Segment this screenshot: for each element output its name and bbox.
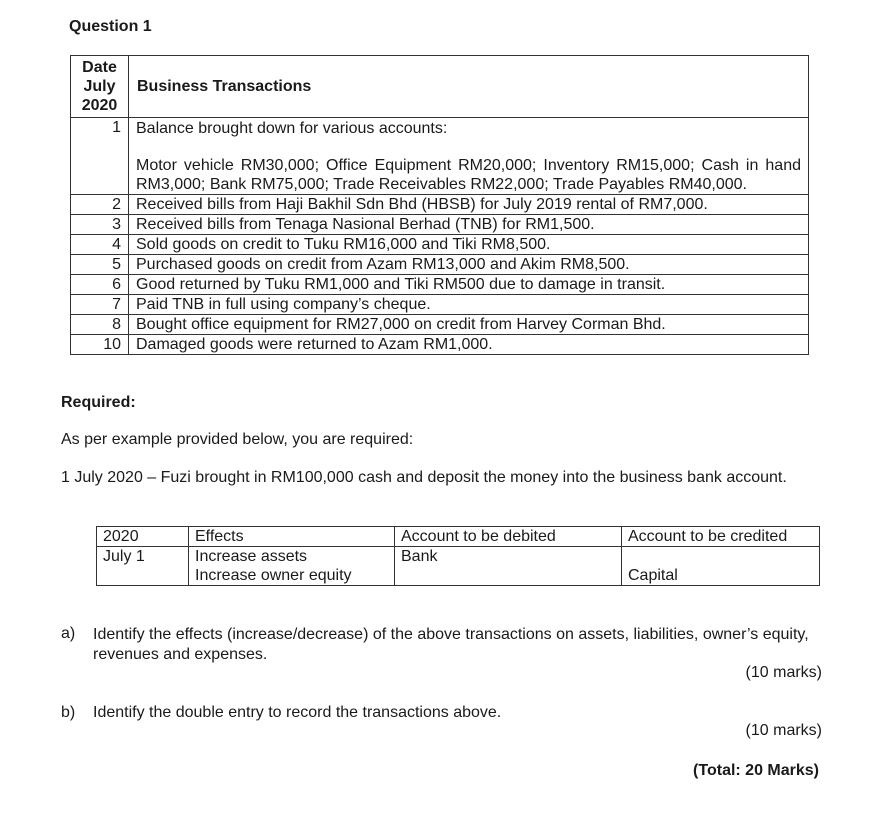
example-date: July 1 bbox=[97, 547, 189, 567]
example-debit-account: Bank bbox=[395, 547, 622, 567]
row-day: 5 bbox=[71, 255, 129, 275]
table-header-row bbox=[71, 56, 809, 118]
example-table bbox=[96, 526, 820, 586]
date-header bbox=[71, 56, 129, 118]
row-day: 7 bbox=[71, 295, 129, 315]
example-credit-header: Account to be credited bbox=[622, 527, 820, 547]
example-credit-empty bbox=[622, 547, 820, 567]
question-b-marks: (10 marks) bbox=[745, 722, 822, 739]
row-description: Damaged goods were returned to Azam RM1,000. bbox=[129, 335, 809, 355]
row-description: Paid TNB in full using company’s cheque. bbox=[129, 295, 809, 315]
row-description: Good returned by Tuku RM1,000 and Tiki RM500 due to damage in transit. bbox=[129, 275, 809, 295]
row-day: 8 bbox=[71, 315, 129, 335]
question-b-label: b) bbox=[61, 704, 76, 721]
row-day: 2 bbox=[71, 195, 129, 215]
table-row bbox=[71, 295, 809, 315]
example-row bbox=[97, 547, 820, 567]
table-row bbox=[71, 315, 809, 335]
question-a-label: a) bbox=[61, 625, 76, 642]
instruction-text: As per example provided below, you are required: bbox=[61, 431, 414, 448]
question-a-marks: (10 marks) bbox=[745, 664, 822, 681]
date-header-line: July bbox=[83, 78, 116, 95]
row-day: 6 bbox=[71, 275, 129, 295]
example-credit-account: Capital bbox=[622, 566, 820, 586]
example-date-empty bbox=[97, 566, 189, 586]
table-row bbox=[71, 335, 809, 355]
example-row bbox=[97, 566, 820, 586]
row-day: 4 bbox=[71, 235, 129, 255]
row-description: Sold goods on credit to Tuku RM16,000 and Tiki RM8,500. bbox=[129, 235, 809, 255]
table-row bbox=[71, 118, 809, 195]
transactions-table bbox=[70, 55, 809, 355]
example-header-row bbox=[97, 527, 820, 547]
question-title: Question 1 bbox=[69, 18, 152, 35]
date-header-line: 2020 bbox=[81, 97, 118, 114]
table-row bbox=[71, 275, 809, 295]
example-debit-empty bbox=[395, 566, 622, 586]
example-effects-header: Effects bbox=[189, 527, 395, 547]
table-row bbox=[71, 215, 809, 235]
question-b-text: Identify the double entry to record the transactions above. bbox=[93, 704, 502, 721]
row-description: Received bills from Tenaga Nasional Berhad (TNB) for RM1,500. bbox=[129, 215, 809, 235]
example-effect: Increase assets bbox=[189, 547, 395, 567]
example-effect: Increase owner equity bbox=[189, 566, 395, 586]
row-description: Bought office equipment for RM27,000 on credit from Harvey Corman Bhd. bbox=[129, 315, 809, 335]
table-row bbox=[71, 255, 809, 275]
balance-details: Motor vehicle RM30,000; Office Equipment RM20,000; Inventory RM15,000; Cash in hand RM3,000; Bank RM75,000; Trade Receivables RM22,000; Trade Payables RM40,000. bbox=[136, 157, 801, 193]
row-day: 3 bbox=[71, 215, 129, 235]
example-text: 1 July 2020 – Fuzi brought in RM100,000 cash and deposit the money into the business bank account. bbox=[61, 469, 787, 486]
question-a-text: Identify the effects (increase/decrease) of the above transactions on assets, liabilities, owner’s equity, revenues and expenses. bbox=[93, 626, 809, 663]
required-label: Required: bbox=[61, 394, 136, 411]
example-year-header: 2020 bbox=[97, 527, 189, 547]
row-day: 10 bbox=[71, 335, 129, 355]
row-day: 1 bbox=[71, 118, 129, 195]
table-row bbox=[71, 235, 809, 255]
date-header-line: Date bbox=[82, 59, 117, 76]
business-transactions-header: Business Transactions bbox=[129, 56, 809, 118]
row-description: Received bills from Haji Bakhil Sdn Bhd (HBSB) for July 2019 rental of RM7,000. bbox=[129, 195, 809, 215]
table-row bbox=[71, 195, 809, 215]
balance-intro: Balance brought down for various accounts: bbox=[136, 120, 448, 137]
total-marks: (Total: 20 Marks) bbox=[693, 762, 819, 779]
row-description: Purchased goods on credit from Azam RM13,000 and Akim RM8,500. bbox=[129, 255, 809, 275]
example-debit-header: Account to be debited bbox=[395, 527, 622, 547]
row-description bbox=[129, 118, 809, 195]
